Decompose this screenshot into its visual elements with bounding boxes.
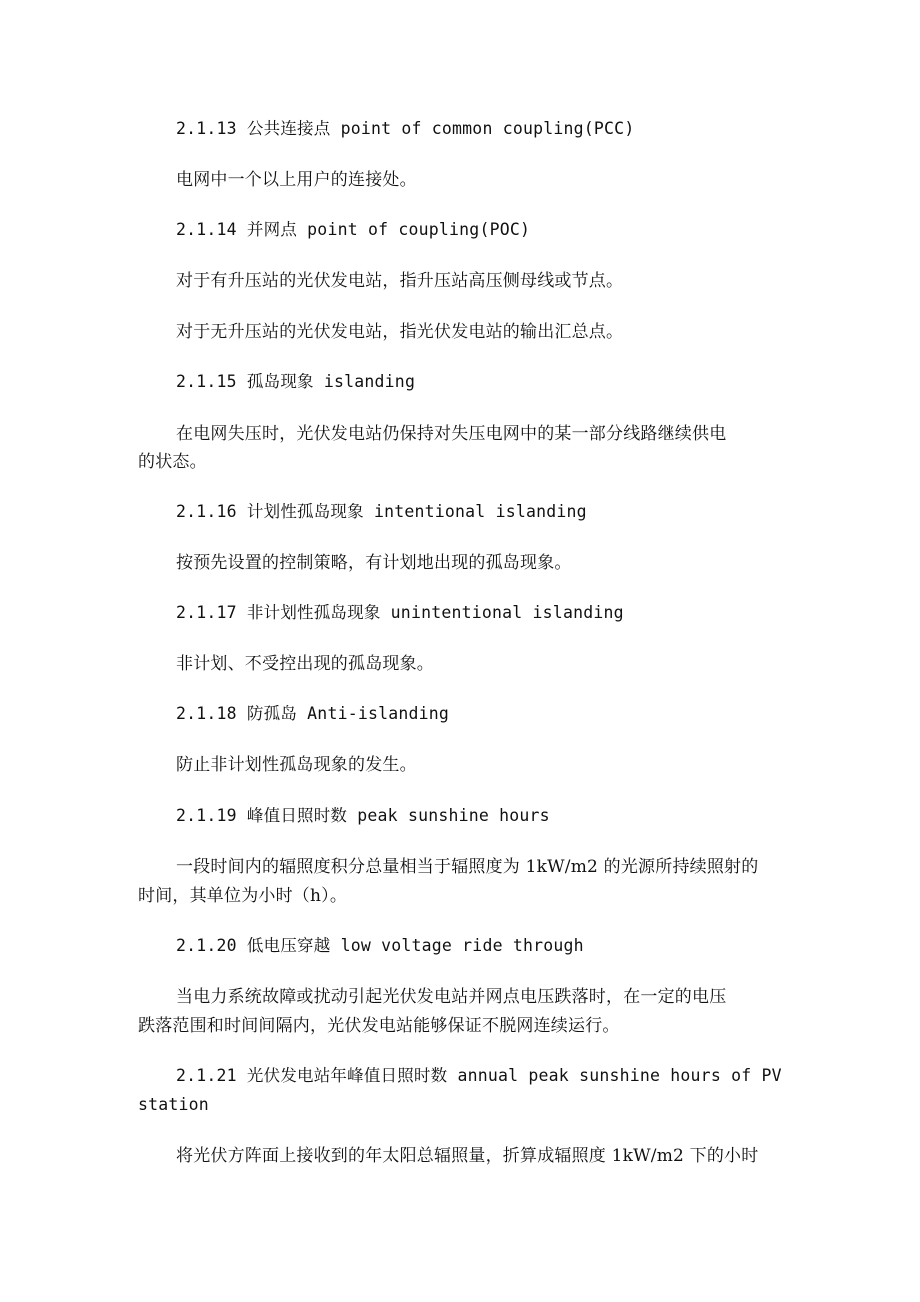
- term-2-1-13-definition: 电网中一个以上用户的连接处。: [176, 170, 417, 190]
- term-2-1-13-heading: 2.1.13 公共连接点 point of common coupling(PCC): [176, 119, 635, 138]
- term-2-1-17-heading: 2.1.17 非计划性孤岛现象 unintentional islanding: [176, 603, 624, 622]
- term-2-1-19-definition-line-2: 时间，其单位为小时（h）。: [138, 886, 348, 906]
- term-2-1-15-heading: 2.1.15 孤岛现象 islanding: [176, 372, 416, 391]
- term-2-1-18-heading: 2.1.18 防孤岛 Anti-islanding: [176, 704, 450, 723]
- term-2-1-16-definition: 按预先设置的控制策略，有计划地出现的孤岛现象。: [176, 553, 572, 573]
- term-2-1-14-heading: 2.1.14 并网点 point of coupling(POC): [176, 220, 531, 239]
- term-2-1-16-heading: 2.1.16 计划性孤岛现象 intentional islanding: [176, 502, 587, 521]
- term-2-1-19-heading: 2.1.19 峰值日照时数 peak sunshine hours: [176, 806, 550, 825]
- term-2-1-15-definition-line-1: 在电网失压时，光伏发电站仍保持对失压电网中的某一部分线路继续供电: [176, 424, 727, 444]
- term-2-1-14-definition-line-2: 对于无升压站的光伏发电站，指光伏发电站的输出汇总点。: [176, 322, 624, 342]
- term-2-1-18-definition: 防止非计划性孤岛现象的发生。: [176, 755, 417, 775]
- term-2-1-21-heading-line-2: station: [138, 1095, 209, 1114]
- term-2-1-17-definition: 非计划、不受控出现的孤岛现象。: [176, 654, 434, 674]
- term-2-1-20-definition-line-1: 当电力系统故障或扰动引起光伏发电站并网点电压跌落时，在一定的电压: [176, 987, 727, 1007]
- term-2-1-20-definition-line-2: 跌落范围和时间间隔内，光伏发电站能够保证不脱网连续运行。: [138, 1016, 620, 1036]
- term-2-1-14-definition-line-1: 对于有升压站的光伏发电站，指升压站高压侧母线或节点。: [176, 271, 624, 291]
- term-2-1-19-definition-line-1: 一段时间内的辐照度积分总量相当于辐照度为 1kW/m2 的光源所持续照射的: [176, 857, 759, 877]
- term-2-1-21-definition-line-1: 将光伏方阵面上接收到的年太阳总辐照量，折算成辐照度 1kW/m2 下的小时: [176, 1146, 759, 1166]
- term-2-1-21-heading-line-1: 2.1.21 光伏发电站年峰值日照时数 annual peak sunshine hours of PV: [176, 1066, 782, 1085]
- term-2-1-15-definition-line-2: 的状态。: [138, 452, 207, 472]
- term-2-1-20-heading: 2.1.20 低电压穿越 low voltage ride through: [176, 936, 584, 955]
